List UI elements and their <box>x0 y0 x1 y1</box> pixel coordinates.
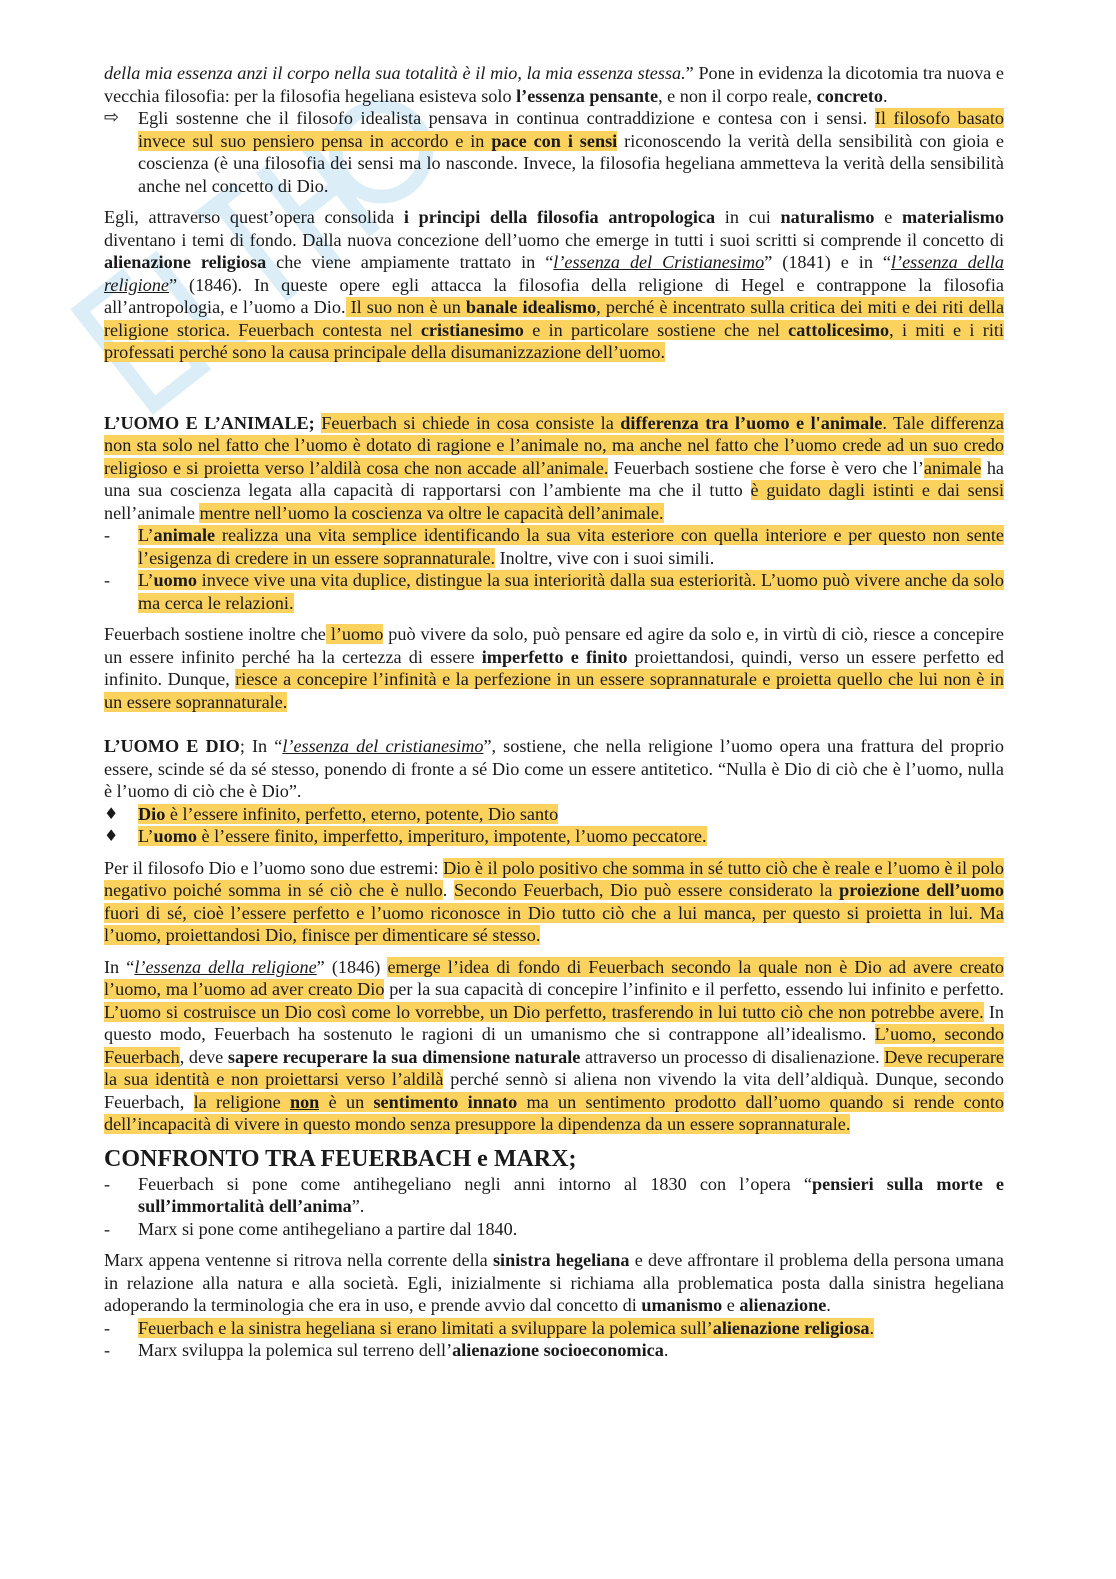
document-page <box>104 62 1004 1362</box>
section-uomo-dio: L’UOMO E DIO; In “l’essenza del cristianesimo”, sostiene, che nella religione l’uomo opera una frattura del proprio essere, scinde sé da sé stesso, ponendo di fronte a sé Dio come un essere antitetico. “Nulla è Dio di ciò che è l’uomo, nulla è l’uomo di ciò che è Dio”. <box>104 736 1004 801</box>
arrow-right-icon: ⇨ <box>104 107 120 128</box>
list-item: - Feuerbach e la sinistra hegeliana si erano limitati a sviluppare la polemica sull’alienazione religiosa. <box>104 1317 875 1338</box>
list-item: - Feuerbach si pone come antihegeliano negli anni intorno al 1830 con l’opera “pensieri sulla morte e sull’immortalità dell’anima”. <box>104 1173 1004 1216</box>
list-item: ♦ Dio è l’essere infinito, perfetto, eterno, potente, Dio santo <box>104 803 559 824</box>
philosophy-paragraph: Egli, attraverso quest’opera consolida i principi della filosofia antropologica in cui naturalismo e materialismo diventano i temi di fondo. Dalla nuova concezione dell’uomo che emerge in tutti i suoi scritti si comprende il concetto di alienazione religiosa che viene ampiamente trattato in “l’essenza del Cristianesimo” (1841) e in “l’essenza della religione” (1846). In queste opere egli attacca la filosofia della religione di Hegel e contrappone la filosofia all’antropologia, e l’uomo a Dio. Il suo non è un banale idealismo, perché è incentrato sulla critica dei miti e dei riti della religione storica. Feuerbach contesta nel cristianesimo e in particolare sostiene che nel cattolicesimo, i miti e i riti professati perché sono la causa principale della disumanizzazione dell’uomo. <box>104 207 1005 362</box>
section-heading: L’UOMO E DIO <box>104 736 240 756</box>
diamond-bullet-icon: ♦ <box>104 803 119 823</box>
paragraph: Marx appena ventenne si ritrova nella corrente della sinistra hegeliana e deve affrontare il problema della persona umana in relazione alla natura e alla società. Egli, inizialmente si richiama alla problematica posta dalla sinistra hegeliana adoperando la terminologia che era in uso, e prende avvio dal concetto di umanismo e alienazione. <box>104 1250 1004 1315</box>
arrow-bullet-item: ⇨ Egli sostenne che il filosofo idealista pensava in continua contraddizione e contesa con i sensi. Il filosofo basato invece sul suo pensiero pensa in accordo e in pace con i sensi riconoscendo la verità della sensibilità con gioia e coscienza (è una filosofia dei sensi ma lo nasconde. Invece, la filosofia hegeliana ammetteva la verità della sensibilità anche nel concetto di Dio. <box>104 107 1005 196</box>
diamond-bullet-icon: ♦ <box>104 826 119 845</box>
paragraph: Feuerbach sostiene inoltre che l’uomo può vivere da solo, può pensare ed agire da solo e, in virtù di ciò, riesce a concepire un essere infinito perché ha la certezza di essere imperfetto e finito proiettandosi, quindi, verso un essere perfetto ed infinito. Dunque, riesce a concepire l’infinità e la perfezione in un essere soprannaturale e proietta quello che lui non è in un essere soprannaturale. <box>104 624 1004 712</box>
list-item: ♦ L’uomo è l’essere finito, imperfetto, imperituro, impotente, l’uomo peccatore. <box>104 826 707 846</box>
intro-paragraph: della mia essenza anzi il corpo nella sua totalità è il mio, la mia essenza stessa.” Pone in evidenza la dicotomia tra nuova e vecchia filosofia: per la filosofia hegeliana esisteva solo l’essenza pensante, e non il corpo reale, concreto. <box>104 63 1005 106</box>
section-uomo-animale: L’UOMO E L’ANIMALE; Feuerbach si chiede in cosa consiste la differenza tra l’uomo e l'animale. Tale differenza non sta solo nel fatto che l’uomo è dotato di ragione e l’animale no, ma anche nel fatto che l’uomo crede ad un suo credo religioso e si proietta verso l’aldilà cosa che non accade all’animale. Feuerbach sostiene che forse è vero che l’animale ha una sua coscienza legata alla capacità di rapportarsi con l’ambiente ma che il tutto è guidato dagli istinti e dai sensi nell’animale mentre nell’uomo la coscienza va oltre le capacità dell’animale. <box>104 412 1004 523</box>
list-item: - Marx si pone come antihegeliano a partire dal 1840. <box>104 1218 518 1239</box>
section-heading: L’UOMO E L’ANIMALE; <box>104 412 315 433</box>
list-item: - Marx sviluppa la polemica sul terreno dell’alienazione socioeconomica. <box>104 1340 669 1360</box>
list-item: - L’animale realizza una vita semplice identificando la sua vita esteriore con quella interiore e per questo non sente l’esigenza di credere in un essere soprannaturale. Inoltre, vive con i suoi simili. <box>104 525 1004 568</box>
paragraph: Per il filosofo Dio e l’uomo sono due estremi: Dio è il polo positivo che somma in sé tutto ciò che è reale e l’uomo è il polo negativo poiché somma in sé ciò che è nullo. Secondo Feuerbach, Dio può essere considerato la proiezione dell’uomo fuori di sé, cioè l’essere perfetto e l’uomo riconosce in Dio tutto ciò che a lui manca, per questo si proietta in lui. Ma l’uomo, proiettandosi Dio, finisce per dimenticare sé stesso. <box>104 857 1005 945</box>
list-item: - L’uomo invece vive una vita duplice, distingue la sua interiorità dalla sua esteriorità. L’uomo può vivere anche da solo ma cerca le relazioni. <box>104 570 1004 613</box>
paragraph: In “l’essenza della religione” (1846) emerge l’idea di fondo di Feuerbach secondo la quale non è Dio ad avere creato l’uomo, ma l’uomo ad aver creato Dio per la sua capacità di concepire l’infinito e il perfetto, essendo lui infinito e perfetto. L’uomo si costruisce un Dio così come lo vorrebbe, un Dio perfetto, trasferendo in lui tutto ciò che non potrebbe avere. In questo modo, Feuerbach ha sostenuto le ragioni di un umanismo che si contrappone all’idealismo. L’uomo, secondo Feuerbach, deve sapere recuperare la sua dimensione naturale attraverso un processo di disalienazione. Deve recuperare la sua identità e non proiettarsi verso l’aldilà perché sennò si aliena non vivendo la vita dell’aldiquà. Dunque, secondo Feuerbach, la religione non è un sentimento innato ma un sentimento prodotto dall’uomo quando si rende conto dell’incapacità di vivere in questo mondo senza presuppore la dipendenza da un essere soprannaturale. <box>104 956 1005 1134</box>
section-heading-confronto: CONFRONTO TRA FEUERBACH e MARX; <box>104 1145 577 1172</box>
